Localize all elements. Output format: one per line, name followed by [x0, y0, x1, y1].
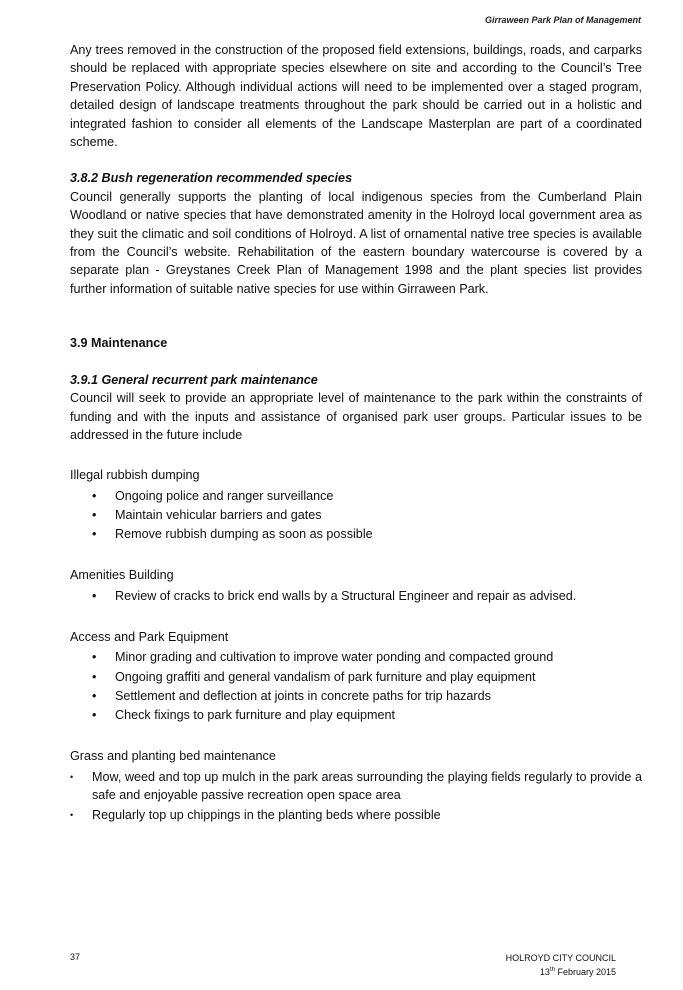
- section-3-9-heading: 3.9 Maintenance: [70, 336, 168, 351]
- list-item: • Mow, weed and top up mulch in the park areas surrounding the playing fields regularly to provide a safe and enjoyable passive recreation open space area: [70, 768, 642, 805]
- council-name: HOLROYD CITY COUNCIL: [505, 953, 616, 963]
- group-label-grass: Grass and planting bed maintenance: [70, 749, 276, 764]
- footer-date: [506, 964, 616, 978]
- group-label-rubbish: Illegal rubbish dumping: [70, 468, 200, 483]
- intro-paragraph: Any trees removed in the construction of the proposed field extensions, buildings, roads, and carparks should be replaced with appropriate species elsewhere on site and according to the Council’s Tree Preservation Policy. Although individual actions will need to be implemented over a staged program, detailed design of landscape treatments throughout the park should be carried out in a holistic and integrated fashion to consider all elements of the Landscape Masterplan are part of a coordinated scheme.: [70, 43, 642, 150]
- footer-council: [506, 952, 616, 978]
- list-amenities: [70, 587, 642, 606]
- page-number: 37: [70, 952, 81, 962]
- list-item: • Regularly top up chippings in the planting beds where possible: [70, 806, 642, 824]
- list-grass: [70, 768, 642, 825]
- list-access: [70, 648, 642, 725]
- list-item: • Remove rubbish dumping as soon as possible: [70, 525, 642, 544]
- date-suffix: th: [549, 967, 555, 973]
- list-item: • Check fixings to park furniture and play equipment: [70, 706, 642, 725]
- section-3-8-2-heading: 3.8.2 Bush regeneration recommended species: [70, 171, 353, 186]
- page-content: [70, 41, 642, 827]
- section-3-8-2-body: Council generally supports the planting of local indigenous species from the Cumberland Plain Woodland or native species that have demonstrated amenity in the Holroyd local government area as they suit the climatic and soil conditions of Holroyd. A list of ornamental native tree species is available from the Council’s website. Rehabilitation of the eastern boundary watercourse is covered by a separate plan - Greystanes Creek Plan of Management 1998 and the plant species list provides further information of suitable native species for use within Girraween Park.: [70, 189, 642, 296]
- list-rubbish: [70, 487, 642, 545]
- group-label-access: Access and Park Equipment: [70, 629, 229, 644]
- list-item: • Review of cracks to brick end walls by a Structural Engineer and repair as advised.: [70, 587, 642, 606]
- running-header: Girraween Park Plan of Management: [484, 15, 641, 25]
- date-rest: February 2015: [554, 967, 616, 977]
- date-day: 13: [539, 967, 550, 977]
- list-item: • Settlement and deflection at joints in concrete paths for trip hazards: [70, 687, 642, 706]
- section-3-9-1-body: Council will seek to provide an appropriate level of maintenance to the park within the constraints of funding and with the inputs and assistance of organised park user groups. Particular issues to be addressed in the future include: [70, 391, 642, 442]
- list-item: • Ongoing graffiti and general vandalism of park furniture and play equipment: [70, 668, 642, 687]
- section-3-9-1-heading: 3.9.1 General recurrent park maintenance: [70, 372, 318, 387]
- list-item: • Minor grading and cultivation to improve water ponding and compacted ground: [70, 648, 642, 667]
- group-label-amenities: Amenities Building: [70, 568, 174, 583]
- list-item: • Maintain vehicular barriers and gates: [70, 506, 642, 525]
- list-item: • Ongoing police and ranger surveillance: [70, 487, 642, 506]
